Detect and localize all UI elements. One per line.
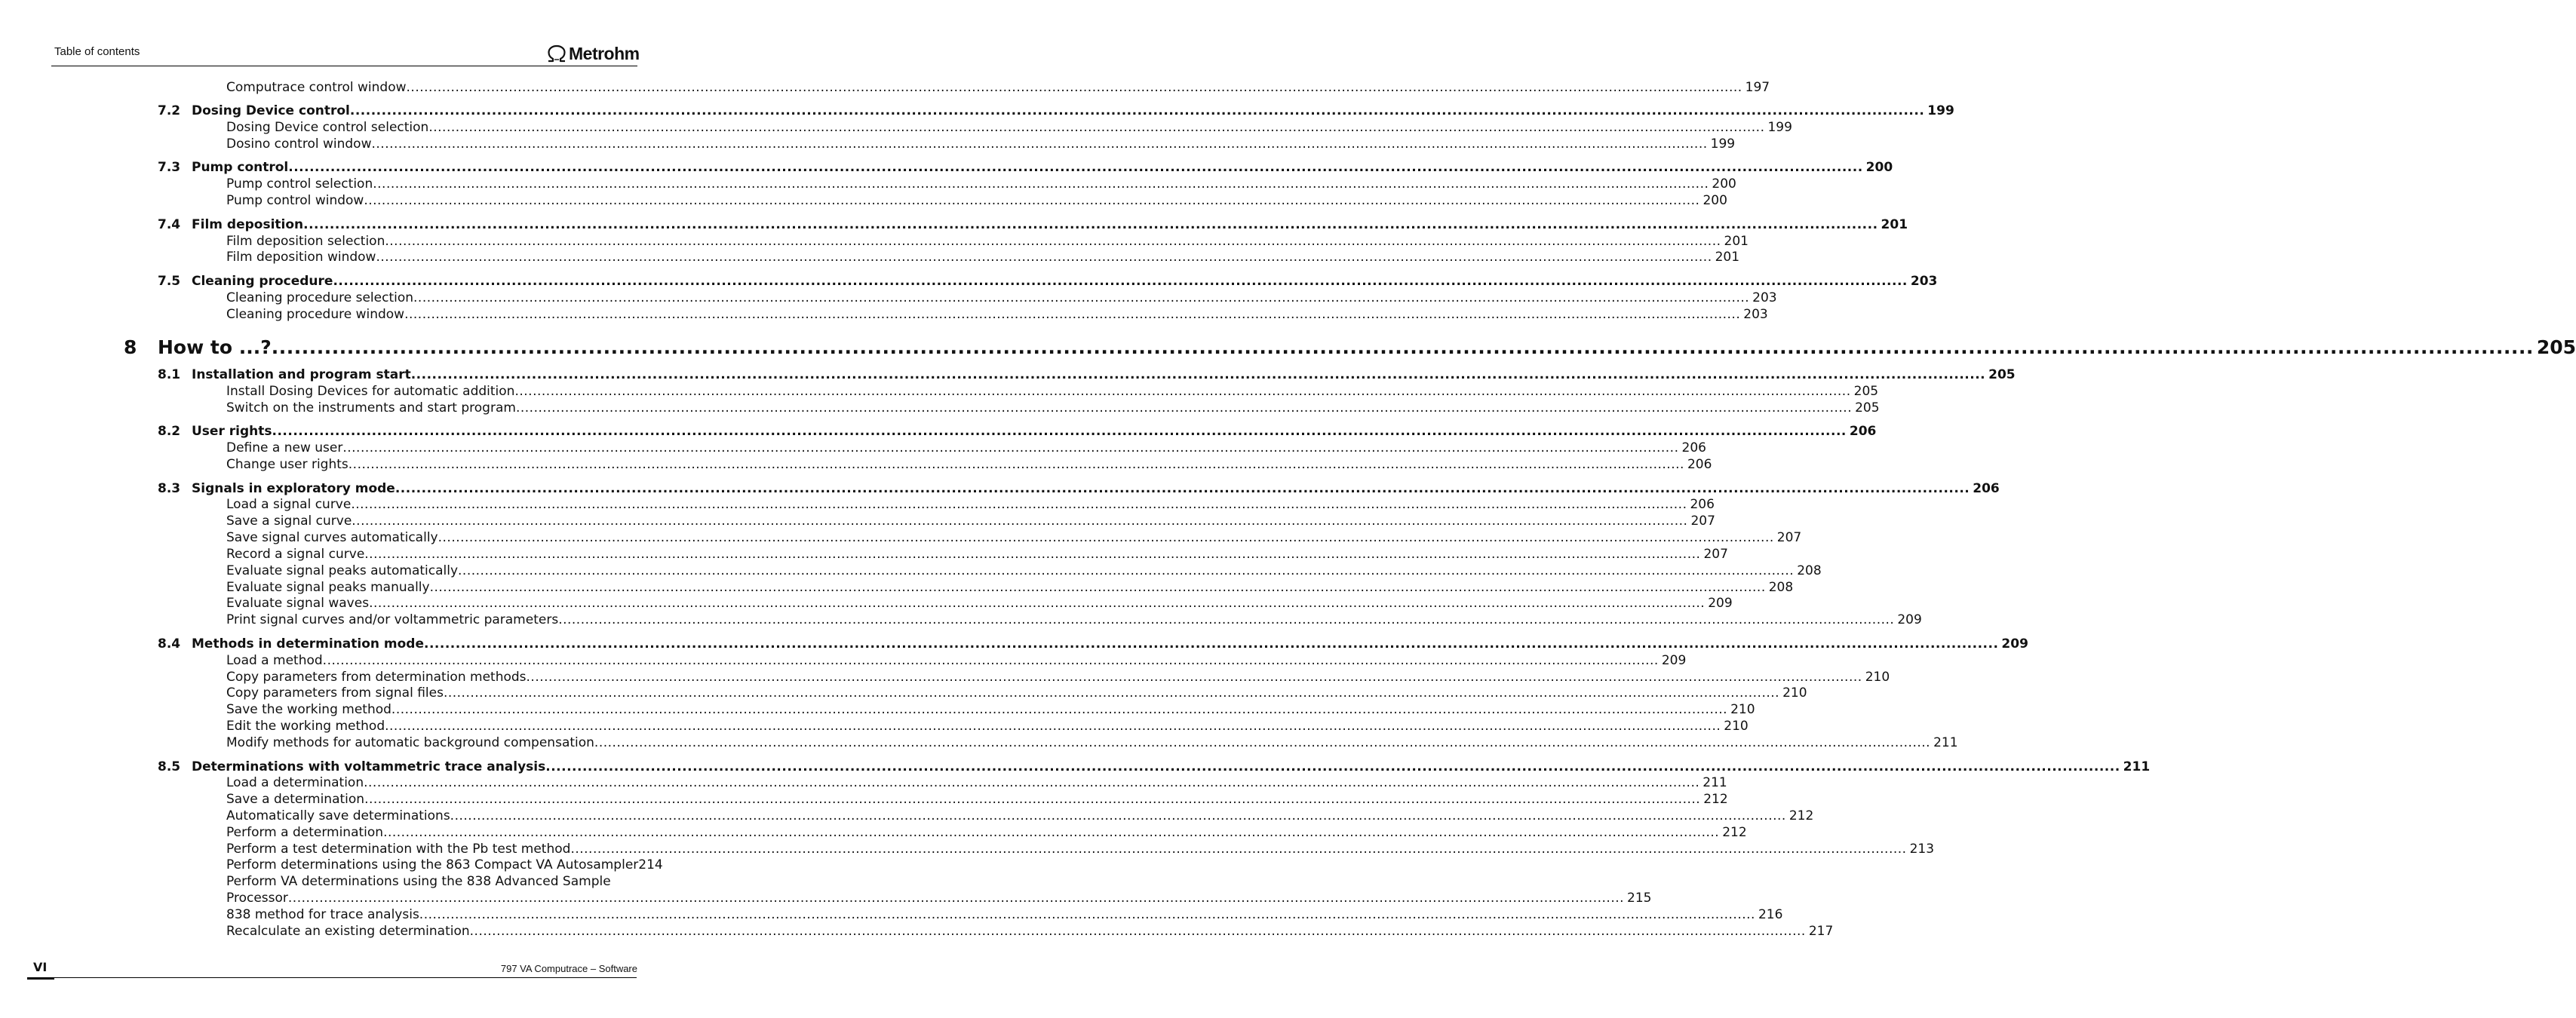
dot-leader: ............................................................................................................................................................................................................................................................................................................ [288, 160, 1863, 175]
toc-page-number: 211 [1702, 775, 1727, 790]
dot-leader: ............................................................................................................................................................................................................................................................................................................ [429, 580, 1766, 595]
toc-label: Cleaning procedure window [226, 307, 405, 322]
toc-page-number: 212 [1788, 808, 1814, 823]
dot-leader: ............................................................................................................................................................................................................................................................................................................ [364, 792, 1701, 807]
toc-label: Evaluate signal waves [226, 596, 370, 611]
toc-page-number: 210 [1865, 670, 1890, 685]
dot-leader: ............................................................................................................................................................................................................................................................................................................ [272, 424, 1847, 439]
toc-page-number: 206 [1687, 457, 1712, 472]
toc-entry[interactable] [226, 579, 1794, 596]
toc-section[interactable] [158, 636, 2028, 652]
toc-label: Copy parameters from signal files [226, 685, 444, 701]
toc-label: Change user rights [226, 457, 348, 472]
toc-label: Pump control selection [226, 176, 373, 192]
dot-leader: ............................................................................................................................................................................................................................................................................................................ [364, 547, 1701, 562]
toc-page-number: 217 [1808, 924, 1834, 939]
dot-leader: ............................................................................................................................................................................................................................................................................................................ [348, 457, 1684, 472]
toc-chapter[interactable] [124, 336, 2576, 360]
dot-leader: ............................................................................................................................................................................................................................................................................................................ [364, 193, 1700, 208]
dot-leader: ............................................................................................................................................................................................................................................................................................................ [287, 891, 1625, 906]
dot-leader: ............................................................................................................................................................................................................................................................................................................ [342, 440, 1679, 455]
toc-label: Load a signal curve [226, 497, 352, 512]
toc-entry[interactable] [226, 546, 1728, 563]
dot-leader: ............................................................................................................................................................................................................................................................................................................ [404, 307, 1741, 322]
toc-section[interactable] [158, 480, 2000, 497]
toc-number: 8.1 [158, 367, 181, 382]
toc-entry-text[interactable]: Perform determinations using the 863 Compact VA Autosampler214 [226, 857, 663, 872]
dot-leader: ............................................................................................................................................................................................................................................................................................................ [369, 596, 1706, 611]
toc-entry[interactable] [226, 612, 1922, 628]
dot-leader: ............................................................................................................................................................................................................................................................................................................ [526, 670, 1862, 685]
toc-page-number: 199 [1927, 103, 1954, 118]
toc-page-number: 199 [1767, 120, 1792, 135]
toc-entry[interactable] [226, 808, 1814, 824]
toc-label: Film deposition [192, 217, 304, 232]
toc-page-number: 200 [1712, 176, 1736, 192]
toc-page-number: 205 [1853, 384, 1879, 399]
dot-leader: ............................................................................................................................................................................................................................................................................................................ [570, 842, 1907, 857]
toc-entry[interactable] [226, 176, 1736, 192]
toc-label: Print signal curves and/or voltammetric parameters [226, 612, 559, 627]
toc-label: Perform a determination [226, 825, 384, 840]
toc-label: User rights [192, 424, 272, 439]
toc-page-number: 203 [1752, 290, 1777, 305]
toc-entry[interactable] [226, 290, 1777, 306]
toc-label: Automatically save determinations [226, 808, 450, 823]
toc-page-number: 210 [1730, 702, 1755, 717]
toc-label: Save signal curves automatically [226, 530, 438, 545]
toc-entry[interactable] [226, 652, 1687, 669]
toc-page-number: 207 [1690, 514, 1715, 529]
toc-entry[interactable] [226, 774, 1727, 791]
toc-entry[interactable] [226, 595, 1733, 612]
toc-entry[interactable] [226, 923, 1834, 940]
toc-label: Load a method [226, 653, 323, 668]
toc-page-number: 197 [1745, 80, 1770, 95]
toc-page-number: 210 [1724, 719, 1749, 734]
toc-number: 7.3 [158, 160, 181, 175]
toc-page-number: 206 [1681, 440, 1706, 455]
toc-section[interactable] [158, 103, 1954, 119]
toc-label: Save the working method [226, 702, 391, 717]
dot-leader: ............................................................................................................................................................................................................................................................................................................ [303, 217, 1878, 232]
toc-page-number: 207 [1703, 547, 1728, 562]
toc-section[interactable] [158, 759, 2151, 775]
toc-label: Perform a test determination with the Pb test method [226, 842, 571, 857]
toc-entry[interactable] [226, 192, 1727, 209]
omega-icon [546, 44, 567, 63]
toc-label: Edit the working method [226, 719, 385, 734]
toc-section[interactable] [158, 366, 2016, 383]
toc-entry[interactable] [226, 136, 1736, 152]
toc-page-number: 209 [2001, 636, 2028, 652]
dot-leader: ............................................................................................................................................................................................................................................................................................................ [391, 702, 1728, 717]
toc-entry[interactable] [226, 79, 1770, 96]
toc-label: Processor [226, 891, 288, 906]
toc-entry[interactable] [226, 701, 1755, 718]
dot-leader: ............................................................................................................................................................................................................................................................................................................ [514, 384, 1851, 399]
toc-page-number: 205 [2536, 336, 2576, 358]
toc-page-number: 205 [1988, 367, 2016, 382]
toc-label: Recalculate an existing determination [226, 924, 470, 939]
toc-page-number: 205 [1855, 400, 1880, 415]
toc-page-number: 200 [1702, 193, 1727, 208]
toc-label: Pump control window [226, 193, 364, 208]
dot-leader: ............................................................................................................................................................................................................................................................................................................ [383, 825, 1720, 840]
toc-label: Dosing Device control selection [226, 120, 429, 135]
header-title: Table of contents [54, 45, 140, 58]
toc-label: Modify methods for automatic background compensation [226, 735, 594, 750]
toc-label: Dosino control window [226, 136, 372, 152]
toc-page-number: 211 [1933, 735, 1958, 750]
toc-entry[interactable] [226, 456, 1712, 473]
dot-leader: ............................................................................................................................................................................................................................................................................................................ [333, 274, 1908, 289]
dot-leader: ............................................................................................................................................................................................................................................................................................................ [385, 234, 1721, 249]
dot-leader: ............................................................................................................................................................................................................................................................................................................ [352, 514, 1688, 529]
toc-page-number: 207 [1776, 530, 1802, 545]
toc-entry-text[interactable]: Perform VA determinations using the 838 Advanced Sample [226, 874, 611, 889]
toc-page-number: 208 [1797, 563, 1822, 578]
toc-entry[interactable] [226, 841, 1935, 857]
toc-label: How to ...? [158, 336, 272, 358]
toc-page-number: 203 [1743, 307, 1768, 322]
toc-entry[interactable] [226, 890, 1652, 906]
toc-number: 7.4 [158, 217, 181, 232]
dot-leader: ............................................................................................................................................................................................................................................................................................................ [458, 563, 1795, 578]
dot-leader: ............................................................................................................................................................................................................................................................................................................ [469, 924, 1806, 939]
toc-entry[interactable] [226, 824, 1747, 841]
toc-label: 838 method for trace analysis [226, 907, 419, 922]
toc-label: Determinations with voltammetric trace analysis [192, 759, 546, 774]
dot-leader: ............................................................................................................................................................................................................................................................................................................ [349, 103, 1925, 118]
toc-section[interactable] [158, 273, 1938, 290]
toc-label: Define a new user [226, 440, 343, 455]
page-number: VI [33, 960, 48, 974]
toc-entry[interactable] [226, 440, 1706, 456]
dot-leader: ............................................................................................................................................................................................................................................................................................................ [545, 759, 2120, 774]
toc-entry[interactable] [226, 119, 1792, 136]
toc-page-number: 211 [2123, 759, 2151, 774]
dot-leader: ............................................................................................................................................................................................................................................................................................................ [413, 290, 1750, 305]
toc-label: Evaluate signal peaks automatically [226, 563, 459, 578]
toc-label: Record a signal curve [226, 547, 365, 562]
dot-leader: ............................................................................................................................................................................................................................................................................................................ [395, 481, 1970, 496]
toc-section[interactable] [158, 216, 1908, 233]
toc-number: 8.3 [158, 481, 181, 496]
dot-leader: ............................................................................................................................................................................................................................................................................................................ [594, 735, 1931, 750]
toc-page-number: 213 [1909, 842, 1935, 857]
toc-label: Evaluate signal peaks manually [226, 580, 430, 595]
toc-number: 8 [124, 336, 137, 358]
toc-label: Install Dosing Devices for automatic addition [226, 384, 515, 399]
toc-section[interactable] [158, 423, 1877, 440]
toc-page-number: 209 [1897, 612, 1922, 627]
toc-entry[interactable] [226, 249, 1740, 265]
toc-page-number: 206 [1973, 481, 2000, 496]
toc-entry[interactable] [226, 513, 1715, 529]
toc-entry[interactable] [226, 233, 1749, 250]
dot-leader: ............................................................................................................................................................................................................................................................................................................ [322, 653, 1659, 668]
toc-page-number: 200 [1865, 160, 1893, 175]
toc-page-number: 212 [1722, 825, 1747, 840]
toc-page-number: 208 [1768, 580, 1794, 595]
toc-entry[interactable] [226, 734, 1958, 751]
dot-leader: ............................................................................................................................................................................................................................................................................................................ [373, 176, 1709, 192]
toc-section[interactable] [158, 159, 1893, 176]
dot-leader: ............................................................................................................................................................................................................................................................................................................ [271, 336, 2534, 358]
dot-leader: ............................................................................................................................................................................................................................................................................................................ [558, 612, 1895, 627]
toc-entry[interactable] [226, 791, 1728, 808]
toc-number: 8.5 [158, 759, 181, 774]
dot-leader: ............................................................................................................................................................................................................................................................................................................ [515, 400, 1853, 415]
toc-entry[interactable] [226, 669, 1890, 685]
dot-leader: ............................................................................................................................................................................................................................................................................................................ [419, 907, 1755, 922]
toc-page-number: 203 [1910, 274, 1938, 289]
toc-entry[interactable] [226, 496, 1715, 513]
toc-page-number: 209 [1661, 653, 1687, 668]
dot-leader: ............................................................................................................................................................................................................................................................................................................ [424, 636, 1999, 652]
toc-number: 8.2 [158, 424, 181, 439]
toc-label: Pump control [192, 160, 289, 175]
toc-page-number: 209 [1708, 596, 1733, 611]
dot-leader: ............................................................................................................................................................................................................................................................................................................ [376, 250, 1712, 265]
metrohm-logo [546, 44, 640, 63]
toc-page-number: 210 [1782, 685, 1807, 701]
toc-label: Copy parameters from determination methods [226, 670, 527, 685]
toc-label: Methods in determination mode [192, 636, 425, 652]
toc-page-number: 212 [1703, 792, 1728, 807]
dot-leader: ............................................................................................................................................................................................................................................................................................................ [443, 685, 1780, 701]
toc-label: Computrace control window [226, 80, 407, 95]
dot-leader: ............................................................................................................................................................................................................................................................................................................ [410, 367, 1986, 382]
toc-entry[interactable] [226, 685, 1807, 701]
toc-page-number: 199 [1710, 136, 1736, 152]
toc-entry[interactable] [226, 563, 1822, 579]
toc-label: Signals in exploratory mode [192, 481, 395, 496]
toc-label: Film deposition window [226, 250, 376, 265]
document-title: 797 VA Computrace – Software [500, 963, 637, 974]
toc-label: Cleaning procedure selection [226, 290, 414, 305]
toc-label: Save a determination [226, 792, 365, 807]
toc-page-number: 206 [1849, 424, 1877, 439]
toc-entry[interactable] [226, 906, 1783, 923]
toc-entry[interactable] [226, 383, 1879, 400]
toc-number: 8.4 [158, 636, 181, 652]
toc-label: Load a determination [226, 775, 364, 790]
toc-page-number: 201 [1715, 250, 1740, 265]
logo-text: Metrohm [569, 43, 640, 63]
toc-page-number: 201 [1881, 217, 1908, 232]
toc-number: 7.2 [158, 103, 181, 118]
toc-entry[interactable] [226, 400, 1880, 416]
dot-leader: ............................................................................................................................................................................................................................................................................................................ [351, 497, 1687, 512]
toc-label: Installation and program start [192, 367, 411, 382]
toc-entry[interactable] [226, 306, 1768, 323]
toc-label: Switch on the instruments and start program [226, 400, 516, 415]
toc-label: Film deposition selection [226, 234, 385, 249]
toc-number: 7.5 [158, 274, 181, 289]
toc-page-number: 215 [1627, 891, 1652, 906]
dot-leader: ............................................................................................................................................................................................................................................................................................................ [450, 808, 1786, 823]
toc-page-number: 201 [1724, 234, 1749, 249]
toc-label: Dosing Device control [192, 103, 350, 118]
footer-rule [27, 977, 637, 978]
dot-leader: ............................................................................................................................................................................................................................................................................................................ [438, 530, 1774, 545]
toc-label: Save a signal curve [226, 514, 352, 529]
toc-page-number: 216 [1758, 907, 1783, 922]
toc-label: Cleaning procedure [192, 274, 333, 289]
dot-leader: ............................................................................................................................................................................................................................................................................................................ [428, 120, 1765, 135]
toc-entry[interactable] [226, 718, 1749, 734]
dot-leader: ............................................................................................................................................................................................................................................................................................................ [406, 80, 1742, 95]
dot-leader: ............................................................................................................................................................................................................................................................................................................ [371, 136, 1708, 152]
toc-page-number: 206 [1690, 497, 1715, 512]
toc-entry[interactable] [226, 529, 1802, 546]
dot-leader: ............................................................................................................................................................................................................................................................................................................ [364, 775, 1700, 790]
dot-leader: ............................................................................................................................................................................................................................................................................................................ [385, 719, 1721, 734]
